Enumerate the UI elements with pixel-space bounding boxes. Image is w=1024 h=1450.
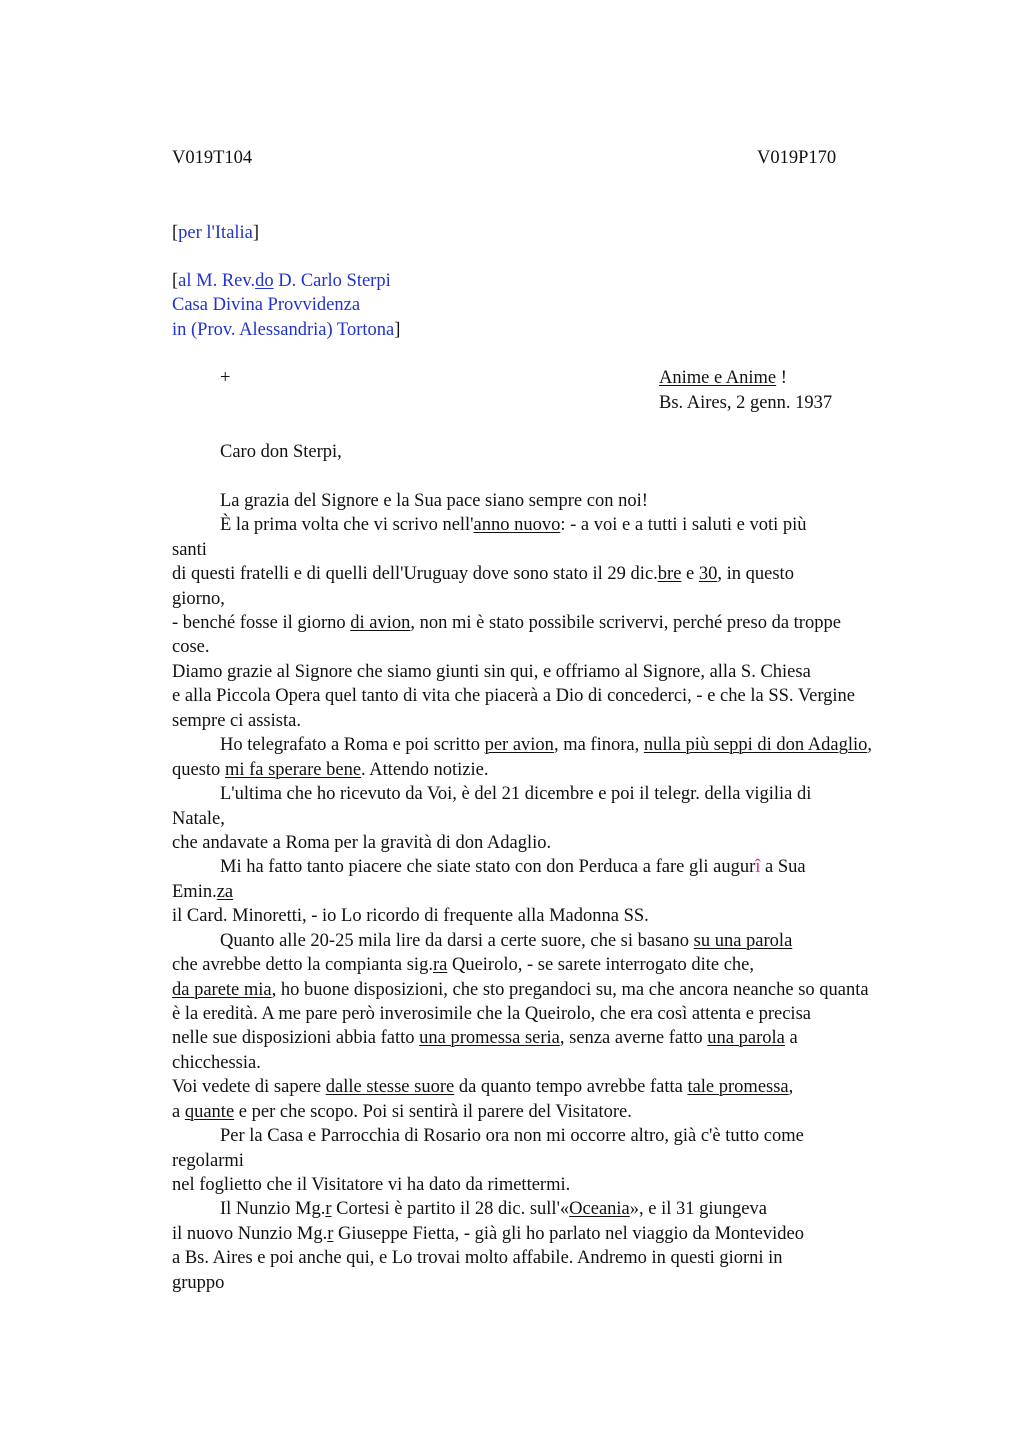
body-line: santi <box>172 540 207 560</box>
body-line: gruppo <box>172 1273 225 1293</box>
body-line: Per la Casa e Parrocchia di Rosario ora non mi occorre altro, già c'è tutto come <box>220 1126 804 1146</box>
body-line: Diamo grazie al Signore che siamo giunti sin qui, e offriamo al Signore, alla S. Chiesa <box>172 662 811 682</box>
body-line: Ho telegrafato a Roma e poi scritto per avion, ma finora, nulla più seppi di don Adaglio, <box>220 735 872 755</box>
body-line: nelle sue disposizioni abbia fatto una promessa seria, senza averne fatto una parola a <box>172 1028 798 1048</box>
body-line: da parete mia, ho buone disposizioni, che sto pregandoci su, ma che ancora neanche so quanta <box>172 980 869 1000</box>
motto: Anime e Anime ! <box>659 368 787 388</box>
address-line-3: in (Prov. Alessandria) Tortona] <box>172 320 401 340</box>
body-line: di questi fratelli e di quelli dell'Uruguay dove sono stato il 29 dic.bre e 30, in questo <box>172 564 794 584</box>
body-line: La grazia del Signore e la Sua pace siano sempre con noi! <box>220 491 648 511</box>
body-line: è la eredità. A me pare però inverosimile che la Queirolo, che era così attenta e precisa <box>172 1004 811 1024</box>
body-line: questo mi fa sperare bene. Attendo notizie. <box>172 760 489 780</box>
body-line: Emin.za <box>172 882 234 902</box>
address-line-2: Casa Divina Provvidenza <box>172 295 361 315</box>
document-code-right: V019P170 <box>757 148 837 168</box>
body-line: L'ultima che ho ricevuto da Voi, è del 21 dicembre e poi il telegr. della vigilia di <box>220 784 812 804</box>
body-line: il Card. Minoretti, - io Lo ricordo di frequente alla Madonna SS. <box>172 906 649 926</box>
address-line-1: [al M. Rev.do D. Carlo Sterpi <box>172 271 391 291</box>
body-line: cose. <box>172 637 210 657</box>
cross-symbol: + <box>220 368 231 388</box>
body-line: - benché fosse il giorno di avion, non mi è stato possibile scrivervi, perché preso da troppe <box>172 613 841 633</box>
body-line: che avrebbe detto la compianta sig.ra Queirolo, - se sarete interrogato dite che, <box>172 955 754 975</box>
salutation: Caro don Sterpi, <box>220 442 342 462</box>
body-line: Il Nunzio Mg.r Cortesi è partito il 28 dic. sull'«Oceania», e il 31 giungeva <box>220 1199 767 1219</box>
body-line: Natale, <box>172 809 225 829</box>
body-line: Mi ha fatto tanto piacere che siate stato con don Perduca a fare gli augurî a Sua <box>220 857 806 877</box>
date-line: Bs. Aires, 2 genn. 1937 <box>659 393 833 413</box>
body-line: Quanto alle 20-25 mila lire da darsi a certe suore, che si basano su una parola <box>220 931 793 951</box>
body-line: Voi vedete di sapere dalle stesse suore da quanto tempo avrebbe fatta tale promessa, <box>172 1077 794 1097</box>
body-line: che andavate a Roma per la gravità di don Adaglio. <box>172 833 552 853</box>
body-line: a quante e per che scopo. Poi si sentirà il parere del Visitatore. <box>172 1102 632 1122</box>
body-line: chicchessia. <box>172 1053 261 1073</box>
body-line: e alla Piccola Opera quel tanto di vita che piacerà a Dio di concederci, - e che la SS. Vergine <box>172 686 856 706</box>
body-line: È la prima volta che vi scrivo nell'anno nuovo: - a voi e a tutti i saluti e voti più <box>220 515 807 535</box>
body-line: regolarmi <box>172 1151 244 1171</box>
document-code-left: V019T104 <box>172 148 253 168</box>
body-line: giorno, <box>172 589 225 609</box>
body-line: sempre ci assista. <box>172 711 301 731</box>
destination-note: [per l'Italia] <box>172 223 260 243</box>
body-line: il nuovo Nunzio Mg.r Giuseppe Fietta, - già gli ho parlato nel viaggio da Montevideo <box>172 1224 804 1244</box>
body-line: nel foglietto che il Visitatore vi ha dato da rimettermi. <box>172 1175 571 1195</box>
body-line: a Bs. Aires e poi anche qui, e Lo trovai molto affabile. Andremo in questi giorni in <box>172 1248 783 1268</box>
